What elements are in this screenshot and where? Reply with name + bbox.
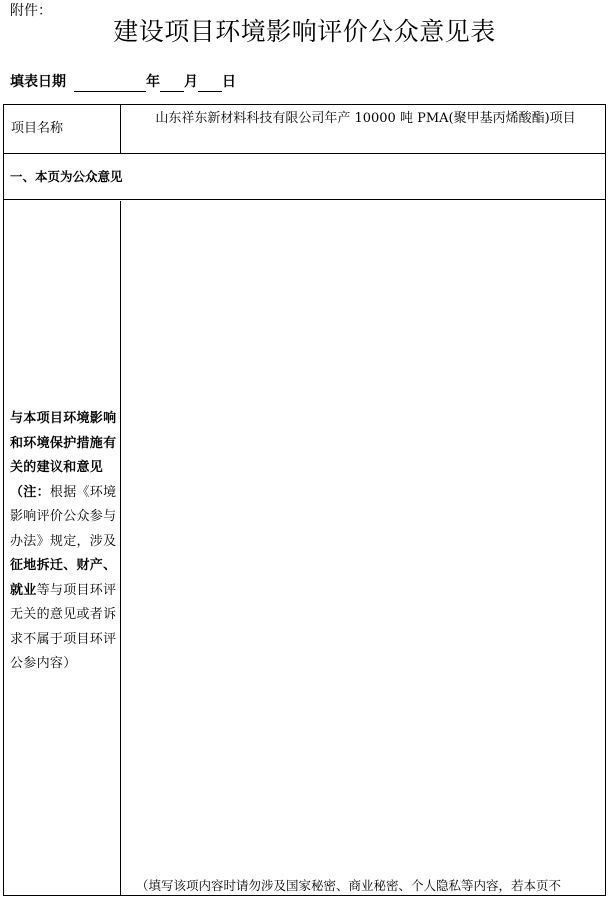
fill-date-month-blank[interactable] [160,75,184,92]
confidentiality-notice: （填写该项内容时请勿涉及国家秘密、商业秘密、个人隐私等内容，若本页不 [136,878,562,893]
opinion-form-table [3,104,606,896]
project-name-value: 山东祥东新材料科技有限公司年产 10000 吨 PMA(聚甲基丙烯酸酯)项目 [155,111,576,126]
fill-date-day-unit: 日 [222,74,236,90]
fill-date-day-blank[interactable] [198,75,222,92]
project-name-row [4,105,605,154]
opinion-label-bold-2: 征地拆迁、财产、就业 [10,558,117,598]
fill-date-line [10,72,236,92]
fill-date-month-unit: 月 [184,74,198,90]
fill-date-year-unit: 年 [146,74,160,90]
attachment-label: 附件： [10,3,52,19]
opinion-label-cell [4,201,121,895]
page-title: 建设项目环境影响评价公众意见表 [113,17,496,46]
opinion-row [4,201,605,895]
opinion-label-text [10,407,120,677]
opinion-input-area[interactable] [122,201,605,895]
opinion-label-normal-1: 根据《环境影响评价公众参与办法》规定，涉及 [10,484,117,549]
section-title: 一、本页为公众意见 [4,154,605,200]
fill-date-year-blank[interactable] [74,75,146,92]
opinion-label-normal-2: 等与项目环评无关的意见或者诉求不属于项目环评公参内容） [10,582,117,671]
opinion-label-bold-1: 与本项目环境影响和环境保护措施有关的建议和意见（注： [10,411,117,500]
project-name-label: 项目名称 [4,105,121,153]
fill-date-label: 填表日期 [10,74,66,90]
